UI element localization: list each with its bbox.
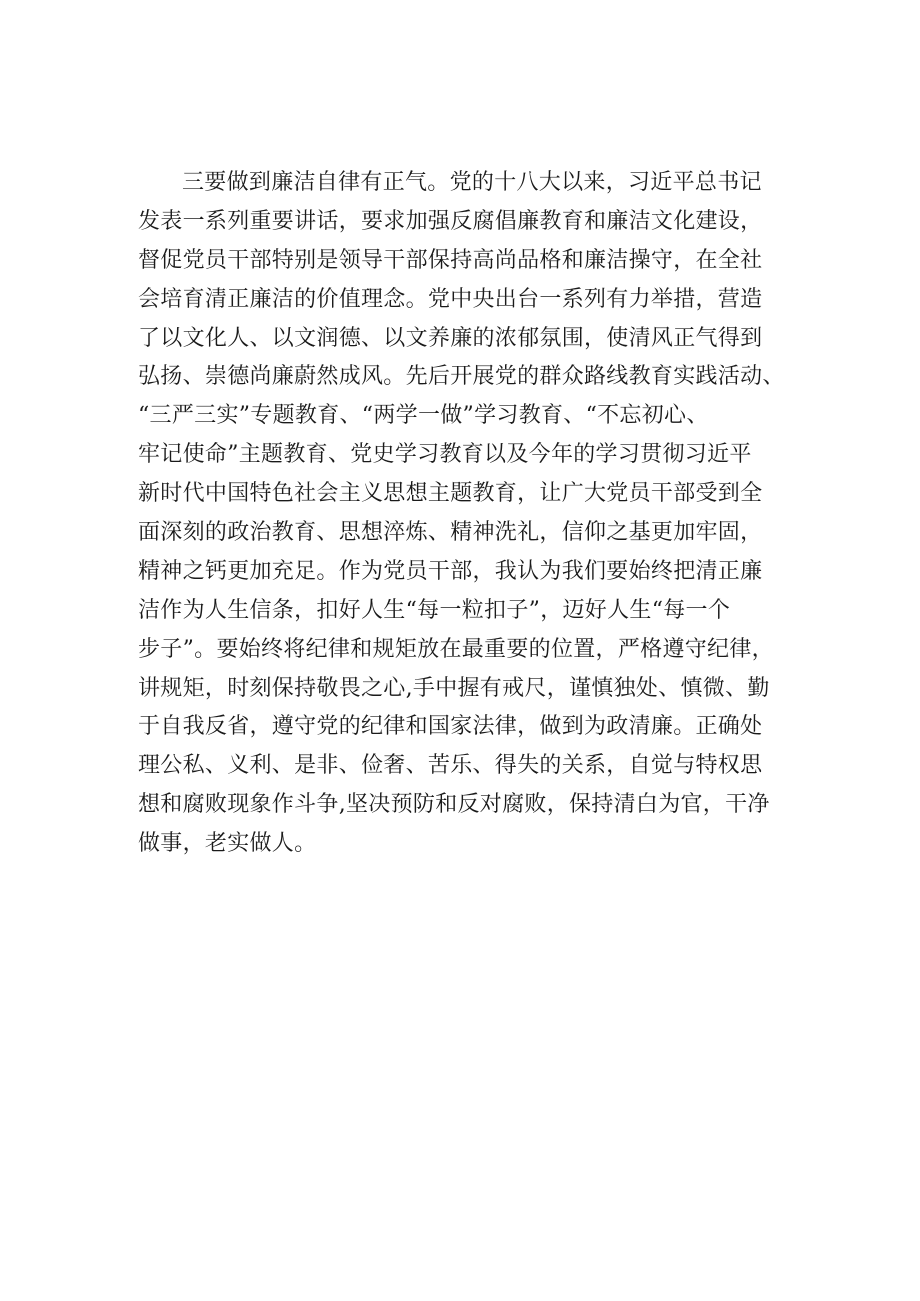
paragraph-line: 牢记使命”主题教育、党史学习教育以及今年的学习贯彻习近平 xyxy=(138,442,752,468)
paragraph-line: 洁作为人生信条，扣好人生“每一粒扣子”，迈好人生“每一个 xyxy=(138,597,731,623)
paragraph-line: 理公私、义利、是非、俭奢、苦乐、得失的关系，自觉与特权思 xyxy=(138,753,763,779)
body-paragraph xyxy=(138,164,798,864)
paragraph-line: 会培育清正廉洁的价值理念。党中央出台一系列有力举措，营造 xyxy=(138,286,763,312)
paragraph-line: 三要做到廉洁自律有正气。党的十八大以来，习近平总书记 xyxy=(182,170,762,195)
paragraph-line: 新时代中国特色社会主义思想主题教育，让广大党员干部受到全 xyxy=(138,481,763,507)
paragraph-line: 于自我反省，遵守党的纪律和国家法律，做到为政清廉。正确处 xyxy=(138,714,763,740)
paragraph-line: “三严三实”专题教育、“两学一做”学习教育、“不忘初心、 xyxy=(138,403,709,429)
paragraph-line: 做事，老实做人。 xyxy=(138,831,317,857)
paragraph-line: 步子”。要始终将纪律和规矩放在最重要的位置，严格遵守纪律， xyxy=(138,636,774,662)
paragraph-line: 讲规矩，时刻保持敬畏之心,手中握有戒尺，谨慎独处、慎微、勤 xyxy=(138,675,770,701)
paragraph-line: 精神之钙更加充足。作为党员干部，我认为我们要始终把清正廉 xyxy=(138,558,763,584)
paragraph-line: 想和腐败现象作斗争,坚决预防和反对腐败，保持清白为官，干净 xyxy=(138,792,770,818)
paragraph-line: 了以文化人、以文润德、以文养廉的浓郁氛围，使清风正气得到 xyxy=(138,325,763,351)
paragraph-line: 发表一系列重要讲话，要求加强反腐倡廉教育和廉洁文化建设， xyxy=(138,208,763,234)
paragraph-line: 弘扬、崇德尚廉蔚然成风。先后开展党的群众路线教育实践活动、 xyxy=(138,364,785,390)
paragraph-line: 面深刻的政治教育、思想淬炼、精神洗礼，信仰之基更加牢固， xyxy=(138,520,763,546)
paragraph-line: 督促党员干部特别是领导干部保持高尚品格和廉洁操守，在全社 xyxy=(138,247,763,273)
